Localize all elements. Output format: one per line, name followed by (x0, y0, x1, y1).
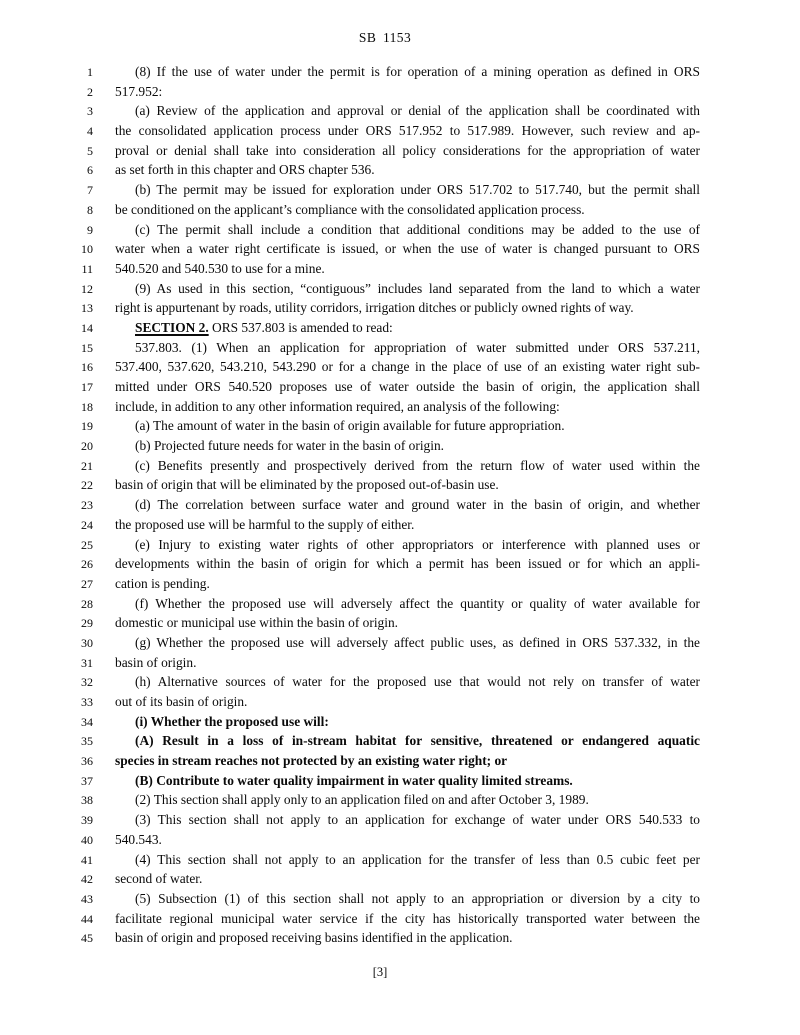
document-line (0, 141, 800, 161)
line-number: 10 (81, 242, 93, 257)
document-lines (0, 62, 800, 948)
line-number: 2 (87, 84, 93, 99)
document-line (0, 160, 800, 180)
line-text: (2) This section shall apply only to an application filed on and after October 3, 1989. (135, 792, 589, 808)
document-line (0, 397, 800, 417)
line-text: (i) Whether the proposed use will: (135, 713, 329, 729)
document-line (0, 436, 800, 456)
document-line (0, 101, 800, 121)
line-text: the proposed use will be harmful to the supply of either. (115, 516, 415, 532)
document-line (0, 594, 800, 614)
document-line (0, 653, 800, 673)
line-text: be conditioned on the applicant’s compliance with the consolidated application process. (115, 201, 585, 217)
line-number: 18 (81, 399, 93, 414)
line-text: domestic or municipal use within the basin of origin. (115, 615, 399, 631)
document-line (0, 62, 800, 82)
line-number: 15 (81, 340, 93, 355)
line-number: 1 (87, 65, 93, 79)
line-text-segment: ORS 537.803 is amended to read: (208, 319, 393, 335)
line-number: 44 (81, 911, 93, 926)
document-line (0, 239, 800, 259)
line-text: (a) Review of the application and approval or denial of the application shall be coordinated with (135, 103, 700, 119)
page-number: [3] (372, 965, 388, 979)
line-text: (A) Result in a loss of in-stream habitat for sensitive, threatened or endangered aquatic (135, 733, 700, 749)
line-text: second of water. (115, 871, 203, 887)
line-text: 517.952: (115, 83, 163, 99)
line-text: out of its basin of origin. (115, 694, 248, 709)
line-number: 42 (81, 872, 93, 887)
document-line (0, 830, 800, 850)
line-number: 36 (81, 754, 93, 769)
line-text: (c) Benefits presently and prospectively derived from the return flow of water used within the (135, 457, 700, 473)
document-line (0, 712, 800, 732)
line-number: 45 (81, 931, 93, 946)
line-text: cation is pending. (115, 575, 210, 591)
line-number: 17 (81, 380, 93, 394)
document-line (0, 633, 800, 653)
line-number: 5 (87, 143, 93, 158)
line-number: 41 (81, 852, 93, 867)
document-line (0, 475, 800, 495)
document-line (0, 456, 800, 476)
line-text: as set forth in this chapter and ORS chapter 536. (115, 162, 375, 178)
line-number: 16 (81, 360, 93, 375)
document-line (0, 810, 800, 830)
line-text: (b) The permit may be issued for exploration under ORS 517.702 to 517.740, but the permit shall (135, 182, 700, 198)
document-line (0, 200, 800, 220)
line-number: 40 (81, 832, 93, 847)
line-text: right is appurtenant by roads, utility corridors, irrigation ditches or publicly owned rights of way. (115, 300, 634, 316)
line-number: 24 (81, 517, 93, 532)
document-line (0, 298, 800, 318)
document-line (0, 180, 800, 200)
line-text: the consolidated application process under ORS 517.952 to 517.989. However, such review and ap- (115, 123, 700, 139)
line-text: include, in addition to any other information required, an analysis of the following: (115, 398, 560, 414)
line-number: 11 (81, 261, 93, 276)
line-text: (B) Contribute to water quality impairment in water quality limited streams. (135, 772, 573, 788)
document-line (0, 771, 800, 791)
document-line (0, 751, 800, 771)
line-number: 12 (81, 281, 93, 296)
document-line (0, 909, 800, 929)
line-number: 29 (81, 616, 93, 631)
line-text: (c) The permit shall include a condition that additional conditions may be added to the use of (135, 221, 700, 237)
document-line (0, 121, 800, 141)
line-number: 8 (87, 202, 93, 217)
bill-number-header: SB 1153 (358, 30, 412, 45)
document-line (0, 82, 800, 102)
line-text: facilitate regional municipal water service if the city has historically transported water between the (115, 910, 700, 926)
line-text: (f) Whether the proposed use will adversely affect the quantity or quality of water available for (135, 595, 700, 611)
line-number: 27 (81, 576, 93, 591)
document-line (0, 613, 800, 633)
document-line (0, 220, 800, 240)
line-number: 31 (81, 655, 93, 670)
document-line (0, 279, 800, 299)
line-text: (9) As used in this section, “contiguous” includes land separated from the land to which a water (135, 280, 700, 296)
line-number: 7 (87, 183, 93, 198)
line-number: 33 (81, 695, 93, 709)
document-line (0, 535, 800, 555)
document-line (0, 790, 800, 810)
line-number: 30 (81, 635, 93, 650)
document-line (0, 574, 800, 594)
line-number: 26 (81, 557, 93, 572)
line-text (115, 318, 700, 338)
line-number: 35 (81, 734, 93, 749)
line-number: 38 (81, 793, 93, 808)
document-line (0, 259, 800, 279)
line-number: 28 (81, 596, 93, 611)
line-text: (a) The amount of water in the basin of origin available for future appropriation. (135, 418, 565, 434)
document-line (0, 416, 800, 436)
line-number: 19 (81, 419, 93, 434)
document-line (0, 318, 800, 338)
line-number: 32 (81, 675, 93, 690)
line-text: (4) This section shall not apply to an application for the transfer of less than 0.5 cubic feet per (135, 851, 700, 867)
document-line (0, 889, 800, 909)
line-number: 14 (81, 320, 93, 335)
line-number: 22 (81, 478, 93, 493)
line-number: 9 (87, 222, 93, 237)
line-number: 3 (87, 104, 93, 119)
line-text: (h) Alternative sources of water for the proposed use that would not rely on transfer of water (135, 674, 700, 690)
document-line (0, 928, 800, 948)
line-text: 537.803. (1) When an application for appropriation of water submitted under ORS 537.211, (135, 339, 700, 355)
document-line (0, 672, 800, 692)
line-number: 39 (81, 813, 93, 828)
line-number: 20 (81, 439, 93, 454)
line-text: basin of origin and proposed receiving basins identified in the application. (115, 930, 513, 946)
document-line (0, 377, 800, 397)
line-text: water when a water right certificate is issued, or when the use of water is changed pursuant to ORS (115, 241, 700, 257)
line-number: 43 (81, 891, 93, 906)
document-line (0, 554, 800, 574)
document-line (0, 731, 800, 751)
document-line (0, 357, 800, 377)
line-text: proval or denial shall take into consideration all policy considerations for the appropriation of water (115, 142, 700, 158)
line-text: (3) This section shall not apply to an application for exchange of water under ORS 540.533 to (135, 812, 700, 828)
document-line (0, 850, 800, 870)
line-text: 540.543. (115, 831, 162, 847)
line-number: 37 (81, 773, 93, 788)
line-text: (5) Subsection (1) of this section shall not apply to an appropriation or diversion by a city to (135, 890, 700, 906)
line-text: (b) Projected future needs for water in the basin of origin. (135, 438, 444, 454)
line-text: (8) If the use of water under the permit is for operation of a mining operation as defined in ORS (135, 64, 700, 79)
line-text: 537.400, 537.620, 543.210, 543.290 or for a change in the place of use of an existing water right sub- (115, 359, 700, 375)
line-text: basin of origin that will be eliminated by the proposed out-of-basin use. (115, 477, 499, 493)
document-line (0, 495, 800, 515)
line-number: 4 (87, 124, 93, 139)
line-text: developments within the basin of origin for which a permit has been issued or for which an appli- (115, 556, 700, 572)
line-text: (g) Whether the proposed use will adversely affect public uses, as defined in ORS 537.332, in the (135, 634, 700, 650)
line-text: 540.520 and 540.530 to use for a mine. (115, 260, 325, 276)
line-text: basin of origin. (115, 654, 197, 670)
line-text: (d) The correlation between surface water and ground water in the basin of origin, and whether (135, 497, 700, 513)
document-line (0, 515, 800, 535)
line-number: 21 (81, 458, 93, 473)
document-line (0, 692, 800, 712)
document-line (0, 338, 800, 358)
line-text: species in stream reaches not protected by an existing water right; or (115, 753, 508, 769)
line-number: 34 (81, 714, 93, 729)
section-label: SECTION 2. (135, 319, 209, 335)
document-line (0, 869, 800, 889)
line-number: 6 (87, 163, 93, 178)
line-number: 23 (81, 498, 93, 513)
line-number: 13 (81, 301, 93, 316)
line-text: mitted under ORS 540.520 proposes use of water outside the basin of origin, the application shall (115, 379, 700, 394)
line-number: 25 (81, 537, 93, 552)
line-text: (e) Injury to existing water rights of other appropriators or interference with planned uses or (135, 536, 700, 552)
